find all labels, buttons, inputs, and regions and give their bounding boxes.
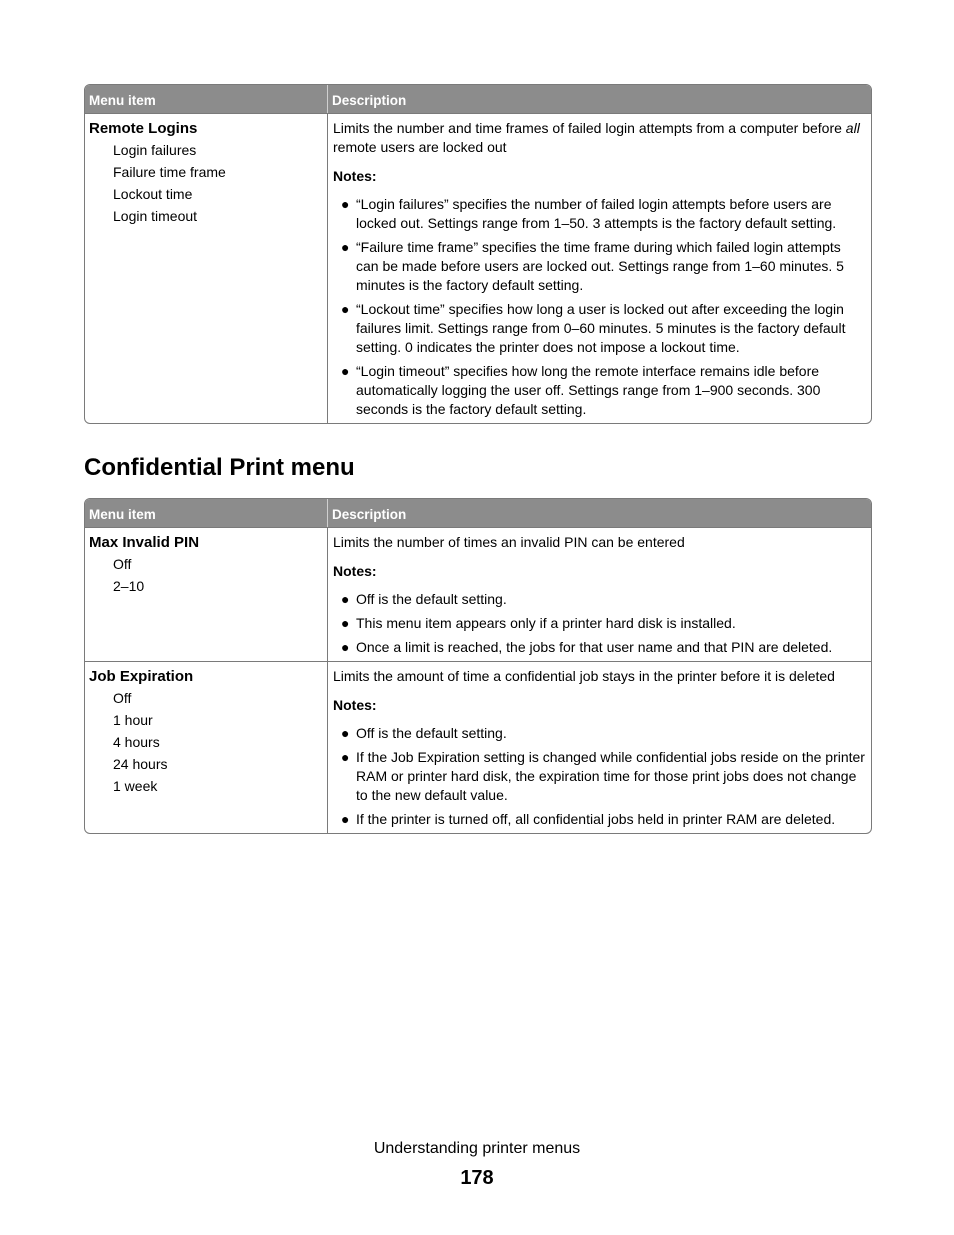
menu-option: Failure time frame — [113, 164, 226, 180]
bullet-icon: ● — [341, 591, 350, 607]
table-row-job-expiration — [85, 661, 871, 833]
description-text: Limits the number and time frames of failed login attempts from a computer before all remote users are locked out — [333, 120, 860, 155]
menu-item-title: Remote Logins — [89, 120, 198, 137]
bullet-icon: ● — [341, 363, 350, 379]
description-text: Limits the number of times an invalid PIN can be entered — [333, 534, 685, 550]
bullet-icon: ● — [341, 615, 350, 631]
table-header — [85, 85, 871, 113]
menu-item-title: Max Invalid PIN — [89, 534, 200, 551]
description-text: Limits the amount of time a confidential job stays in the printer before it is deleted — [333, 668, 835, 684]
menu-item-column-header: Menu item — [85, 499, 328, 527]
notes-label: Notes: — [333, 563, 377, 579]
list-item: ● This menu item appears only if a printer hard disk is installed. — [341, 615, 736, 631]
notes-label: Notes: — [333, 168, 377, 184]
confidential-print-table — [84, 498, 872, 834]
description-cell — [328, 114, 871, 423]
bullet-icon: ● — [341, 301, 350, 317]
list-item: ● If the printer is turned off, all confidential jobs held in printer RAM are deleted. — [341, 811, 836, 827]
list-item: ● “Login timeout” specifies how long the remote interface remains idle before automatically logging the user off. Settings range from 1–900 seconds. 300 seconds is the factory default setting. — [341, 363, 821, 417]
menu-item-title: Job Expiration — [89, 668, 194, 685]
menu-option: 1 hour — [113, 712, 153, 728]
menu-option: Login failures — [113, 142, 197, 158]
section-heading: Confidential Print menu — [84, 454, 355, 481]
menu-option: 1 week — [113, 778, 158, 794]
menu-item-cell — [85, 528, 328, 661]
page-number: 178 — [460, 1167, 494, 1189]
list-item: ● “Failure time frame” specifies the time frame during which failed login attempts can be made before users are locked out. Settings range from 1–60 minutes. 5 minutes is the factory default setting. — [341, 239, 844, 293]
menu-option: Off — [113, 690, 132, 706]
bullet-icon: ● — [341, 639, 350, 655]
table-header — [85, 499, 871, 527]
bullet-icon: ● — [341, 725, 350, 741]
bullet-icon: ● — [341, 196, 350, 212]
table-row-remote-logins — [85, 113, 871, 423]
menu-option: 2–10 — [113, 578, 145, 594]
list-item: ● Off is the default setting. — [341, 725, 507, 741]
menu-option: Login timeout — [113, 208, 198, 224]
list-item: ● “Lockout time” specifies how long a user is locked out after exceeding the login failures limit. Settings range from 0–60 minutes. 5 minutes is the factory default setting. 0 indicates the printer does not impose a lockout time. — [341, 301, 846, 355]
bullet-icon: ● — [341, 811, 350, 827]
emphasis-text: all — [845, 120, 860, 136]
remote-logins-table — [84, 84, 872, 424]
menu-option: Off — [113, 556, 132, 572]
table-row-max-invalid-pin — [85, 527, 871, 661]
menu-item-column-header: Menu item — [85, 85, 328, 113]
bullet-icon: ● — [341, 239, 350, 255]
description-cell — [328, 528, 871, 661]
menu-option: 24 hours — [113, 756, 168, 772]
list-item: ● Off is the default setting. — [341, 591, 507, 607]
footer-title: Understanding printer menus — [373, 1140, 581, 1157]
notes-label: Notes: — [333, 697, 377, 713]
notes-list — [333, 724, 866, 829]
list-item: ● “Login failures” specifies the number of failed login attempts before users are locked out. Settings range from 1–50. 3 attempts is the factory default setting. — [341, 196, 837, 231]
menu-option: 4 hours — [113, 734, 160, 750]
menu-item-cell — [85, 662, 328, 833]
description-column-header: Description — [332, 507, 407, 522]
notes-list — [333, 590, 866, 657]
list-item: ● Once a limit is reached, the jobs for that user name and that PIN are deleted. — [341, 639, 833, 655]
menu-item-cell — [85, 114, 328, 423]
notes-list — [333, 195, 866, 419]
description-column-header: Description — [332, 93, 407, 108]
list-item: ● If the Job Expiration setting is changed while confidential jobs reside on the printer RAM or printer hard disk, the expiration time for those print jobs does not change to the new default value. — [341, 749, 865, 803]
description-cell — [328, 662, 871, 833]
bullet-icon: ● — [341, 749, 350, 765]
menu-option: Lockout time — [113, 186, 193, 202]
